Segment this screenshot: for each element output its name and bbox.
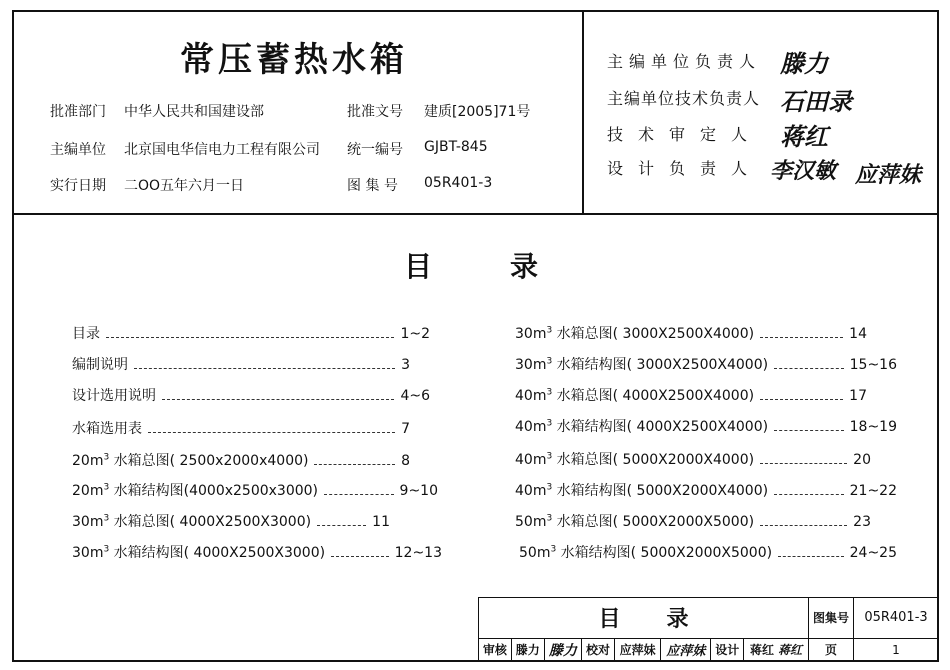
toc-label: 30m bbox=[72, 514, 104, 530]
toc-sup: 3 bbox=[103, 513, 110, 524]
review-label: 审核 bbox=[479, 638, 512, 661]
signature-4b: 应萍妹 bbox=[855, 162, 922, 188]
toc-label-rest: 水箱结构图( 4000X2500X3000) bbox=[109, 545, 326, 561]
toc-sup: 3 bbox=[546, 325, 553, 336]
atlas-no-label-cell: 图集号 bbox=[809, 598, 854, 639]
title-block-title: 目 录 bbox=[479, 598, 809, 639]
toc-leader bbox=[317, 517, 366, 526]
toc-entry[interactable] bbox=[515, 323, 867, 343]
toc-entry[interactable] bbox=[72, 385, 430, 405]
toc-sup: 3 bbox=[546, 387, 553, 398]
toc-label-rest: 水箱总图( 4000X2500X4000) bbox=[552, 388, 755, 404]
header-column-divider bbox=[582, 10, 584, 214]
toc-page: 7 bbox=[401, 421, 410, 437]
design-signature: 蒋红 bbox=[778, 643, 803, 658]
toc-entry[interactable] bbox=[515, 449, 871, 469]
toc-label-rest: 水箱总图( 5000X2000X5000) bbox=[552, 514, 755, 530]
toc-label-rest: 水箱总图( 3000X2500X4000) bbox=[552, 326, 755, 342]
design-name-signature bbox=[744, 638, 809, 661]
toc-page: 8 bbox=[401, 453, 410, 469]
toc-page: 9~10 bbox=[399, 483, 438, 499]
toc-page: 17 bbox=[849, 388, 867, 404]
toc-label: 20m bbox=[72, 483, 104, 499]
approve-dept-label: 批准部门 bbox=[50, 104, 106, 120]
toc-label: 编制说明 bbox=[72, 357, 128, 373]
toc-page: 12~13 bbox=[394, 545, 442, 561]
toc-label-rest: 水箱结构图( 3000X2500X4000) bbox=[552, 357, 769, 373]
toc-entry[interactable] bbox=[72, 418, 410, 438]
toc-page: 20 bbox=[853, 452, 871, 468]
toc-page: 4~6 bbox=[400, 388, 430, 404]
atlas-no-cell: 05R401-3 bbox=[854, 598, 939, 639]
editor: 北京国电华信电力工程有限公司 bbox=[124, 142, 320, 158]
toc-sup: 3 bbox=[546, 356, 553, 367]
toc-page: 24~25 bbox=[849, 545, 897, 561]
toc-entry[interactable] bbox=[515, 480, 897, 500]
toc-page: 15~16 bbox=[849, 357, 897, 373]
responsible-label-4: 设计负责人 bbox=[607, 159, 763, 178]
toc-page: 18~19 bbox=[849, 419, 897, 435]
review-name: 滕力 bbox=[511, 638, 544, 661]
toc-entry[interactable] bbox=[72, 450, 410, 470]
toc-label: 30m bbox=[72, 545, 104, 561]
toc-leader bbox=[774, 422, 844, 431]
toc-entry[interactable] bbox=[72, 542, 442, 562]
toc-label-rest: 水箱总图( 4000X2500X3000) bbox=[109, 514, 312, 530]
date: 二OO五年六月一日 bbox=[124, 178, 245, 194]
unified-no-label: 统一编号 bbox=[347, 142, 403, 158]
doc-no-label: 批准文号 bbox=[347, 104, 403, 120]
title-block bbox=[478, 597, 939, 662]
toc-leader bbox=[162, 391, 394, 400]
toc-leader bbox=[324, 486, 394, 495]
toc-page: 21~22 bbox=[849, 483, 897, 499]
toc-page: 3 bbox=[401, 357, 410, 373]
toc-label-rest: 水箱总图( 2500x2000x4000) bbox=[109, 453, 309, 469]
date-label: 实行日期 bbox=[50, 178, 106, 194]
signature-1: 滕力 bbox=[780, 49, 828, 78]
toc-leader bbox=[148, 424, 395, 433]
toc-sup: 3 bbox=[103, 544, 110, 555]
toc-leader bbox=[134, 360, 395, 369]
toc-entry[interactable] bbox=[72, 354, 410, 374]
design-label: 设计 bbox=[711, 638, 744, 661]
responsible-label-2: 主编单位技术负责人 bbox=[607, 89, 761, 108]
responsible-label-1: 主编单位负责人 bbox=[607, 52, 762, 71]
toc-label: 50m bbox=[519, 545, 551, 561]
toc-label: 20m bbox=[72, 453, 104, 469]
design-name: 蒋红 bbox=[749, 643, 774, 658]
toc-sup: 3 bbox=[546, 418, 553, 429]
toc-label: 30m bbox=[515, 326, 547, 342]
toc-label-rest: 水箱结构图( 5000X2000X5000) bbox=[556, 545, 773, 561]
toc-label: 设计选用说明 bbox=[72, 388, 156, 404]
toc-entry[interactable] bbox=[519, 542, 897, 562]
unified-no: GJBT-845 bbox=[424, 139, 488, 155]
toc-label: 50m bbox=[515, 514, 547, 530]
toc-page: 23 bbox=[853, 514, 871, 530]
toc-entry[interactable] bbox=[515, 354, 897, 374]
toc-heading: 目 录 bbox=[404, 250, 538, 283]
toc-sup: 3 bbox=[103, 452, 110, 463]
atlas-no: 05R401-3 bbox=[424, 175, 493, 191]
toc-label: 40m bbox=[515, 388, 547, 404]
toc-entry[interactable] bbox=[515, 511, 871, 531]
editor-label: 主编单位 bbox=[50, 142, 106, 158]
toc-leader bbox=[314, 456, 395, 465]
toc-sup: 3 bbox=[546, 513, 553, 524]
toc-page: 11 bbox=[372, 514, 390, 530]
toc-entry[interactable] bbox=[72, 511, 390, 531]
signature-3: 蒋红 bbox=[780, 122, 828, 151]
toc-label: 水箱选用表 bbox=[72, 421, 142, 437]
toc-page: 1~2 bbox=[400, 326, 430, 342]
toc-label: 30m bbox=[515, 357, 547, 373]
toc-leader bbox=[778, 548, 844, 557]
toc-entry[interactable] bbox=[515, 416, 897, 436]
toc-leader bbox=[760, 455, 847, 464]
toc-label-rest: 水箱结构图( 4000X2500X4000) bbox=[552, 419, 769, 435]
toc-sup: 3 bbox=[546, 482, 553, 493]
toc-label: 目录 bbox=[72, 326, 100, 342]
toc-leader bbox=[760, 329, 843, 338]
toc-sup: 3 bbox=[550, 544, 557, 555]
toc-entry[interactable] bbox=[72, 480, 438, 500]
header-divider bbox=[12, 213, 939, 215]
check-name: 应萍妹 bbox=[614, 638, 660, 661]
page-label: 页 bbox=[809, 638, 854, 661]
page-no: 1 bbox=[854, 638, 939, 661]
toc-label-rest: 水箱结构图( 5000X2000X4000) bbox=[552, 483, 769, 499]
approve-dept: 中华人民共和国建设部 bbox=[124, 104, 264, 120]
toc-page: 14 bbox=[849, 326, 867, 342]
signature-2: 石田录 bbox=[780, 87, 852, 116]
toc-leader bbox=[760, 517, 847, 526]
toc-label: 40m bbox=[515, 452, 547, 468]
toc-leader bbox=[106, 329, 394, 338]
toc-entry[interactable] bbox=[72, 323, 430, 343]
doc-no: 建质[2005]71号 bbox=[424, 104, 531, 120]
toc-sup: 3 bbox=[103, 482, 110, 493]
toc-label-rest: 水箱总图( 5000X2000X4000) bbox=[552, 452, 755, 468]
toc-label: 40m bbox=[515, 483, 547, 499]
toc-leader bbox=[331, 548, 389, 557]
check-label: 校对 bbox=[582, 638, 615, 661]
toc-leader bbox=[760, 391, 843, 400]
review-signature: 滕力 bbox=[544, 638, 581, 661]
signature-4a: 李汉敏 bbox=[770, 158, 837, 184]
atlas-title: 常压蓄热水箱 bbox=[180, 40, 408, 80]
responsible-label-3: 技术审定人 bbox=[607, 125, 763, 144]
toc-label-rest: 水箱结构图(4000x2500x3000) bbox=[109, 483, 319, 499]
toc-leader bbox=[774, 360, 844, 369]
atlas-no-label: 图 集 号 bbox=[347, 178, 398, 194]
toc-sup: 3 bbox=[546, 451, 553, 462]
check-signature: 应萍妹 bbox=[661, 638, 711, 661]
toc-entry[interactable] bbox=[515, 385, 867, 405]
toc-leader bbox=[774, 486, 844, 495]
toc-label: 40m bbox=[515, 419, 547, 435]
